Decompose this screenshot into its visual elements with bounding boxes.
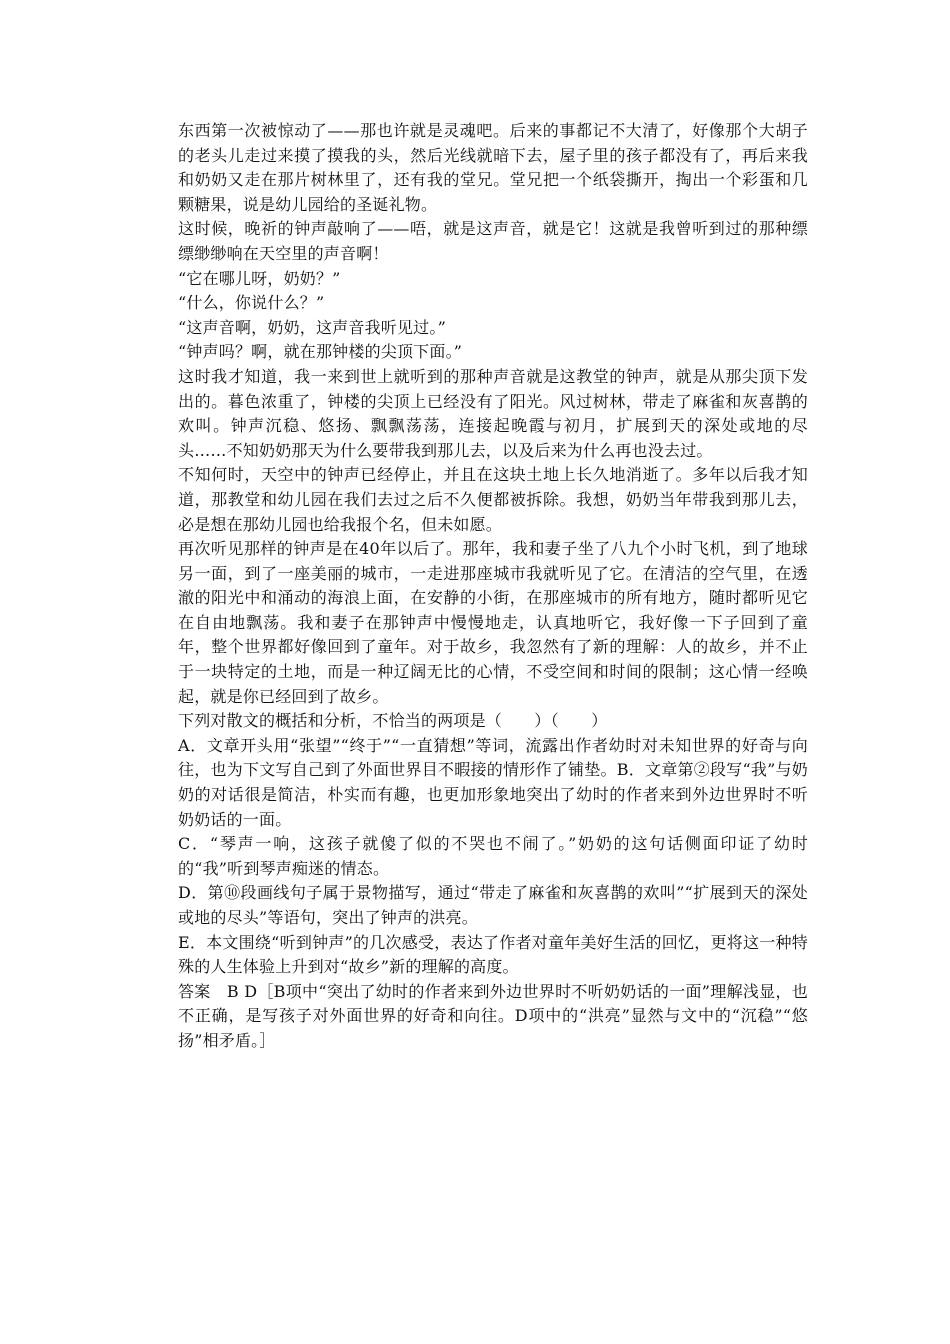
question-option: C．“琴声一响，这孩子就傻了似的不哭也不闹了。”奶奶的这句话侧面印证了幼时的“我”听到琴声痴迷的情态。 [178, 834, 808, 878]
question-option: D．第⑩段画线句子属于景物描写，通过“带走了麻雀和灰喜鹊的欢叫”“扩展到天的深处或地的尽头”等语句，突出了钟声的洪亮。 [178, 883, 808, 927]
answer-explanation: 答案 B D［B项中“突出了幼时的作者来到外边世界时不听奶奶话的一面”理解浅显，也不正确，是写孩子对外面世界的好奇和向往。D项中的“洪亮”显然与文中的“沉稳”“悠扬”相矛盾。］ [178, 981, 808, 1050]
passage-paragraph: 不知何时，天空中的钟声已经停止，并且在这块土地上长久地消逝了。多年以后我才知道，那教堂和幼儿园在我们去过之后不久便都被拆除。我想，奶奶当年带我到那儿去，必是想在那幼儿园也给我报个名，但未如愿。 [178, 465, 808, 534]
dialogue-line: “钟声吗？啊，就在那钟楼的尖顶下面。” [178, 342, 463, 362]
question-stem: 下列对散文的概括和分析，不恰当的两项是（ ）（ ） [178, 711, 608, 731]
dialogue-line: “它在哪儿呀，奶奶？” [178, 268, 341, 288]
passage-paragraph: 这时候，晚祈的钟声敲响了——唔，就是这声音，就是它！这就是我曾听到过的那种缥缥缈缈响在天空里的声音啊！ [178, 219, 808, 263]
passage-paragraph: 这时我才知道，我一来到世上就听到的那种声音就是这教堂的钟声，就是从那尖顶下发出的。暮色浓重了，钟楼的尖顶上已经没有了阳光。风过树林，带走了麻雀和灰喜鹊的欢叫。钟声沉稳、悠扬、飘飘荡荡，连接起晚霞与初月，扩展到天的深处或地的尽头……不知奶奶那天为什么要带我到那儿去，以及后来为什么再也没去过。 [178, 366, 808, 460]
document-page [178, 119, 808, 1054]
question-option: E．本文围绕“听到钟声”的几次感受，表达了作者对童年美好生活的回忆，更将这一种特殊的人生体验上升到对“故乡”新的理解的高度。 [178, 932, 808, 977]
passage-paragraph: 东西第一次被惊动了——那也许就是灵魂吧。后来的事都记不大清了，好像那个大胡子的老头儿走过来摸了摸我的头，然后光线就暗下去，屋子里的孩子都没有了，再后来我和奶奶又走在那片树林里了，还有我的堂兄。堂兄把一个纸袋撕开，掏出一个彩蛋和几颗糖果，说是幼儿园给的圣诞礼物。 [178, 121, 808, 214]
dialogue-line: “什么，你说什么？” [178, 293, 325, 313]
question-option: A．文章开头用“张望”“终于”“一直猜想”等词，流露出作者幼时对未知世界的好奇与向往，也为下文写自己到了外面世界目不暇接的情形作了铺垫。B．文章第②段写“我”与奶奶的对话很是简洁，朴实而有趣，也更加形象地突出了幼时的作者来到外边世界时不听奶奶话的一面。 [178, 735, 808, 829]
passage-paragraph: 再次听见那样的钟声是在40年以后了。那年，我和妻子坐了八九个小时飞机，到了地球另一面，到了一座美丽的城市，一走进那座城市我就听见了它。在清洁的空气里，在透澈的阳光中和涌动的海浪上面，在安静的小街，在那座城市的所有地方，随时都听见它在自由地飘荡。我和妻子在那钟声中慢慢地走，认真地听它，我好像一下子回到了童年，整个世界都好像回到了童年。对于故乡，我忽然有了新的理解：人的故乡，并不止于一块特定的土地，而是一种辽阔无比的心情，不受空间和时间的限制；这心情一经唤起，就是你已经回到了故乡。 [178, 539, 808, 706]
dialogue-line: “这声音啊，奶奶，这声音我听见过。” [178, 317, 446, 337]
